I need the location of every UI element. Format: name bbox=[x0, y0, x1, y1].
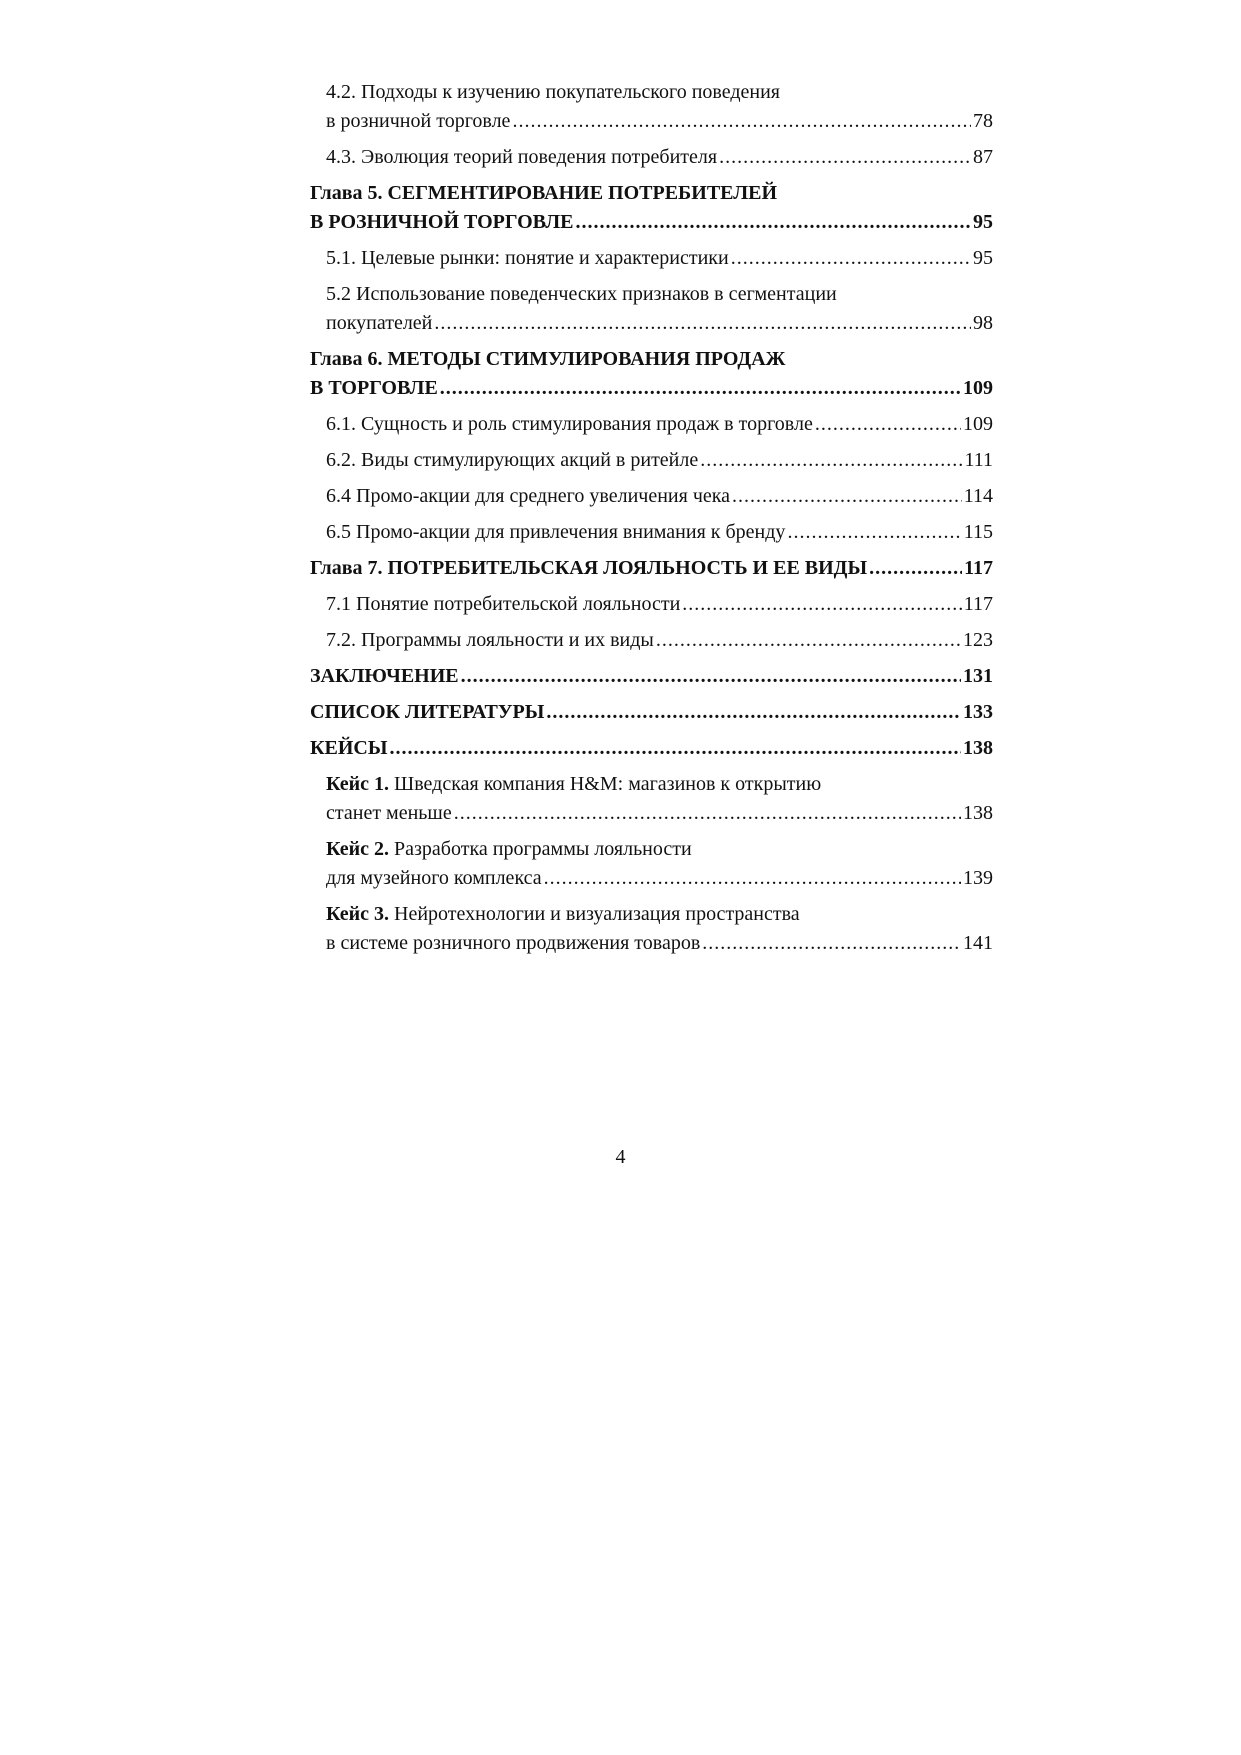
dot-leader bbox=[731, 244, 971, 273]
toc-page-number: 95 bbox=[973, 211, 993, 233]
toc-page-number: 115 bbox=[963, 521, 993, 543]
toc-entry-title: 6.2. Виды стимулирующих акций в ритейле bbox=[326, 449, 699, 471]
toc-cases[interactable] bbox=[310, 734, 993, 763]
toc-page-number: 109 bbox=[963, 413, 993, 435]
dot-leader bbox=[544, 864, 961, 893]
page-footer-number: 4 bbox=[615, 1146, 626, 1168]
toc-page-number: 95 bbox=[973, 247, 993, 269]
case-title-text: Нейротехнологии и визуализация пространства bbox=[389, 903, 800, 925]
toc-chapter-5[interactable] bbox=[310, 179, 993, 237]
toc-entry-title-cont: покупателей bbox=[326, 312, 433, 334]
dot-leader bbox=[389, 734, 961, 763]
dot-leader bbox=[546, 698, 961, 727]
toc-chapter-title: Глава 5. СЕГМЕНТИРОВАНИЕ ПОТРЕБИТЕЛЕЙ bbox=[310, 182, 778, 204]
toc-chapter-7[interactable] bbox=[310, 554, 993, 583]
toc-references[interactable] bbox=[310, 698, 993, 727]
dot-leader bbox=[434, 309, 971, 338]
dot-leader bbox=[575, 208, 971, 237]
dot-leader bbox=[719, 143, 971, 172]
toc-entry-title: 6.5 Промо-акции для привлечения внимания к бренду bbox=[326, 521, 786, 543]
toc-chapter-title: ЗАКЛЮЧЕНИЕ bbox=[310, 665, 459, 687]
toc-case-title-cont: для музейного комплекса bbox=[326, 867, 542, 889]
case-label: Кейс 2. bbox=[326, 838, 390, 860]
toc-page-number: 109 bbox=[963, 377, 993, 399]
toc-case-title bbox=[326, 900, 993, 929]
toc-entry-title: 6.4 Промо-акции для среднего увеличения чека bbox=[326, 485, 731, 507]
toc-page-number: 98 bbox=[973, 312, 993, 334]
toc-page-number: 78 bbox=[973, 110, 993, 132]
toc-entry-5-1[interactable] bbox=[310, 244, 993, 273]
dot-leader bbox=[869, 554, 962, 583]
toc-entry-title: 4.3. Эволюция теорий поведения потребителя bbox=[326, 146, 718, 168]
toc-page-number: 123 bbox=[963, 629, 993, 651]
toc-case-title bbox=[326, 835, 993, 864]
toc-entry-title: 7.2. Программы лояльности и их виды bbox=[326, 629, 654, 651]
dot-leader bbox=[512, 107, 971, 136]
toc-chapter-title: КЕЙСЫ bbox=[310, 737, 388, 759]
dot-leader bbox=[702, 929, 961, 958]
dot-leader bbox=[454, 799, 961, 828]
dot-leader bbox=[440, 374, 961, 403]
toc-case-3[interactable] bbox=[310, 900, 993, 958]
dot-leader bbox=[656, 626, 961, 655]
toc-chapter-title-cont: В ТОРГОВЛЕ bbox=[310, 377, 438, 399]
toc-page-number: 133 bbox=[963, 701, 993, 723]
toc-chapter-title: Глава 6. МЕТОДЫ СТИМУЛИРОВАНИЯ ПРОДАЖ bbox=[310, 348, 786, 370]
toc-entry-6-1[interactable] bbox=[310, 410, 993, 439]
case-label: Кейс 1. bbox=[326, 773, 390, 795]
toc-page-number: 138 bbox=[963, 802, 993, 824]
toc-entry-title-cont: в розничной торговле bbox=[326, 110, 511, 132]
toc-entry-6-2[interactable] bbox=[310, 446, 993, 475]
toc-entry-title: 6.1. Сущность и роль стимулирования продаж в торговле bbox=[326, 413, 813, 435]
toc-page-number: 139 bbox=[963, 867, 993, 889]
toc-entry-title: 5.1. Целевые рынки: понятие и характеристики bbox=[326, 247, 729, 269]
dot-leader bbox=[682, 590, 961, 619]
toc-chapter-title: СПИСОК ЛИТЕРАТУРЫ bbox=[310, 701, 545, 723]
toc-case-1[interactable] bbox=[310, 770, 993, 828]
dot-leader bbox=[815, 410, 961, 439]
toc-case-title bbox=[326, 770, 993, 799]
toc-case-title-cont: станет меньше bbox=[326, 802, 452, 824]
toc-page-number: 111 bbox=[964, 449, 993, 471]
toc-case-2[interactable] bbox=[310, 835, 993, 893]
toc-entry-7-1[interactable] bbox=[310, 590, 993, 619]
case-title-text: Разработка программы лояльности bbox=[389, 838, 692, 860]
toc-chapter-6[interactable] bbox=[310, 345, 993, 403]
dot-leader bbox=[787, 518, 961, 547]
toc-conclusion[interactable] bbox=[310, 662, 993, 691]
toc-entry-4-2[interactable] bbox=[310, 78, 993, 136]
case-title-text: Шведская компания H&M: магазинов к открытию bbox=[389, 773, 822, 795]
toc-page-number: 141 bbox=[963, 932, 993, 954]
toc-page-number: 114 bbox=[963, 485, 993, 507]
toc-entry-5-2[interactable] bbox=[310, 280, 993, 338]
dot-leader bbox=[732, 482, 962, 511]
toc-chapter-title-cont: В РОЗНИЧНОЙ ТОРГОВЛЕ bbox=[310, 211, 574, 233]
dot-leader bbox=[700, 446, 962, 475]
table-of-contents bbox=[310, 78, 993, 965]
toc-entry-title: 7.1 Понятие потребительской лояльности bbox=[326, 593, 681, 615]
toc-page-number: 87 bbox=[973, 146, 993, 168]
case-label: Кейс 3. bbox=[326, 903, 390, 925]
toc-page-number: 131 bbox=[963, 665, 993, 687]
toc-page-number: 138 bbox=[963, 737, 993, 759]
toc-page-number: 117 bbox=[964, 557, 993, 579]
toc-entry-title: 4.2. Подходы к изучению покупательского поведения bbox=[326, 81, 781, 103]
toc-case-title-cont: в системе розничного продвижения товаров bbox=[326, 932, 701, 954]
toc-chapter-title: Глава 7. ПОТРЕБИТЕЛЬСКАЯ ЛОЯЛЬНОСТЬ И ЕЕ ВИДЫ bbox=[310, 557, 868, 579]
toc-page-number: 117 bbox=[963, 593, 993, 615]
toc-entry-4-3[interactable] bbox=[310, 143, 993, 172]
dot-leader bbox=[461, 662, 961, 691]
toc-entry-title: 5.2 Использование поведенческих признаков в сегментации bbox=[326, 283, 837, 305]
toc-entry-6-5[interactable] bbox=[310, 518, 993, 547]
toc-entry-7-2[interactable] bbox=[310, 626, 993, 655]
toc-entry-6-4[interactable] bbox=[310, 482, 993, 511]
